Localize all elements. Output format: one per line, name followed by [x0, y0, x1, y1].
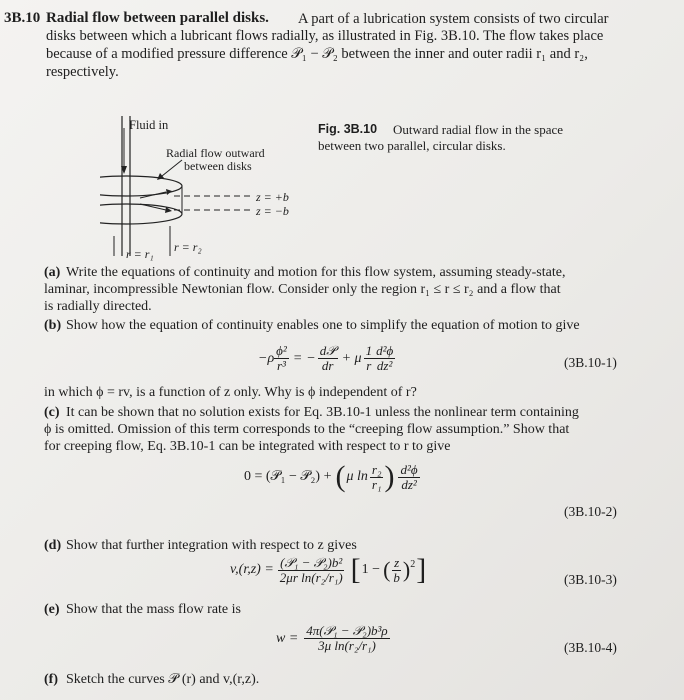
- eq2-f2-num: d²ϕ: [400, 461, 418, 477]
- eq1-frac-one-r: [364, 344, 375, 373]
- eq2-mu-ln: μ ln: [346, 469, 368, 484]
- eq3-ratio: [391, 556, 402, 585]
- intro-line-1: A part of a lubrication system consists of two circular: [298, 11, 609, 27]
- fluid-in-label: Fluid in: [129, 118, 169, 132]
- eq1-frac-phi: [274, 344, 289, 373]
- eq2-lhs: 0 = (𝒫₁ − 𝒫₂) +: [244, 469, 332, 484]
- part-c-label: (c): [44, 405, 60, 420]
- equation-3b10-1: [258, 344, 395, 373]
- eq1-plus-mu: + μ: [341, 350, 362, 366]
- figure-caption-label: Fig. 3B.10: [318, 122, 378, 136]
- eq2-f2-den: dz²: [401, 476, 417, 492]
- r2-label: r = r₂: [174, 240, 202, 254]
- eq1-equals: =: [292, 350, 303, 366]
- eq4-frac: [304, 624, 389, 653]
- part-b-text: Show how the equation of continuity enables one to simplify the equation of motion to give: [66, 318, 580, 333]
- part-a-label: (a): [44, 265, 61, 280]
- eq4-f-den: 3μ ln(r₂/r₁): [318, 638, 376, 653]
- eq3-f-den: 2μr ln(r₂/r₁): [279, 569, 343, 585]
- part-c-line-3: for creeping flow, Eq. 3B.10-1 can be integrated with respect to r to give: [44, 439, 451, 454]
- eq2-f1-num: r₂: [371, 461, 382, 477]
- eq2-number: (3B.10-2): [564, 504, 617, 519]
- radial-label-1: Radial flow outward: [166, 146, 265, 160]
- part-a-line-1: Write the equations of continuity and motion for this flow system, assuming steady-state,: [66, 265, 566, 280]
- eq4-lhs: w =: [276, 630, 299, 646]
- eq1-f1-num: ϕ²: [276, 343, 287, 358]
- eq3-lhs: v,(r,z) =: [230, 562, 274, 577]
- eq2-frac-d2phi: [398, 463, 419, 492]
- eq2-frac-r: [370, 463, 384, 492]
- eq1-frac-d2phi: [374, 344, 395, 373]
- eq3-one-minus: 1 −: [361, 562, 381, 577]
- part-c-line-1: It can be shown that no solution exists for Eq. 3B.10-1 unless the nonlinear term containing: [66, 405, 579, 420]
- part-e-label: (e): [44, 602, 60, 617]
- problem-title: Radial flow between parallel disks.: [46, 10, 269, 26]
- part-d-label: (d): [44, 538, 62, 553]
- intro-line-3: because of a modified pressure difference 𝒫₁ − 𝒫₂ between the inner and outer radii r₁ and r₂,: [46, 46, 588, 62]
- part-e-text: Show that the mass flow rate is: [66, 602, 241, 617]
- eq4-number: (3B.10-4): [564, 640, 617, 655]
- part-b-after: in which ϕ = rv, is a function of z only. Why is ϕ independent of r?: [44, 385, 417, 400]
- eq3-paren-close: ): [402, 557, 411, 582]
- figure-caption-line-1: Outward radial flow in the space: [393, 122, 564, 137]
- figure-caption-line-2: between two parallel, circular disks.: [318, 138, 506, 153]
- eq2-f1-den: r₁: [371, 476, 382, 492]
- eq3-f-num: (𝒫₁ − 𝒫₂)b²: [280, 554, 343, 570]
- eq1-frac-dp: [318, 344, 338, 373]
- eq1-f1-den: r³: [277, 358, 286, 373]
- part-c-line-2: ϕ is omitted. Omission of this term corresponds to the “creeping flow assumption.” Show that: [44, 422, 570, 437]
- eq3-ratio-num: z: [394, 554, 400, 570]
- eq1-f2-den: dr: [321, 358, 334, 373]
- eq3-ratio-den: b: [393, 569, 400, 585]
- problem-number: 3B.10: [4, 10, 41, 26]
- eq1-f2-num: d𝒫: [319, 343, 336, 358]
- z-bottom-label: z = −b: [256, 204, 289, 218]
- eq3-number: (3B.10-3): [564, 572, 617, 587]
- z-top-label: z = +b: [256, 190, 289, 204]
- eq1-f4-den: dz²: [376, 358, 393, 373]
- intro-line-2: disks between which a lubricant flows radially, as illustrated in Fig. 3B.10. The flow takes place: [46, 28, 604, 44]
- equation-3b10-4: [276, 624, 390, 653]
- eq2-paren-close: ): [384, 460, 395, 493]
- eq1-f4-num: d²ϕ: [376, 343, 394, 358]
- part-a-line-3: is radially directed.: [44, 299, 152, 314]
- eq3-bracket-open: [: [350, 553, 361, 586]
- eq3-bracket-close: ]: [416, 553, 427, 586]
- eq1-minus: −: [306, 350, 316, 366]
- part-d-text: Show that further integration with respect to z gives: [66, 538, 357, 553]
- eq4-f-num: 4π(𝒫₁ − 𝒫₂)b³ρ: [306, 623, 388, 638]
- eq1-f3-num: 1: [365, 343, 373, 358]
- part-f-label: (f): [44, 672, 58, 687]
- r1-label: r = r₁: [126, 247, 154, 261]
- eq1-f3-den: r: [366, 358, 372, 373]
- radial-label-2: between disks: [184, 159, 252, 173]
- eq3-power: 2: [410, 559, 416, 570]
- eq3-paren-open: (: [383, 557, 391, 582]
- part-f-text: Sketch the curves 𝒫 (r) and v,(r,z).: [66, 672, 260, 687]
- part-a-line-2: laminar, incompressible Newtonian flow. Consider only the region r₁ ≤ r ≤ r₂ and a flow that: [44, 282, 561, 297]
- intro-line-4: respectively.: [46, 64, 119, 80]
- equation-3b10-2: [244, 462, 420, 492]
- eq3-frac: [278, 556, 345, 585]
- eq2-paren-open: (: [335, 460, 346, 493]
- part-b-label: (b): [44, 318, 62, 333]
- equation-3b10-3: [230, 555, 426, 585]
- eq1-lhs: −ρ: [258, 350, 275, 366]
- eq1-number: (3B.10-1): [564, 355, 617, 370]
